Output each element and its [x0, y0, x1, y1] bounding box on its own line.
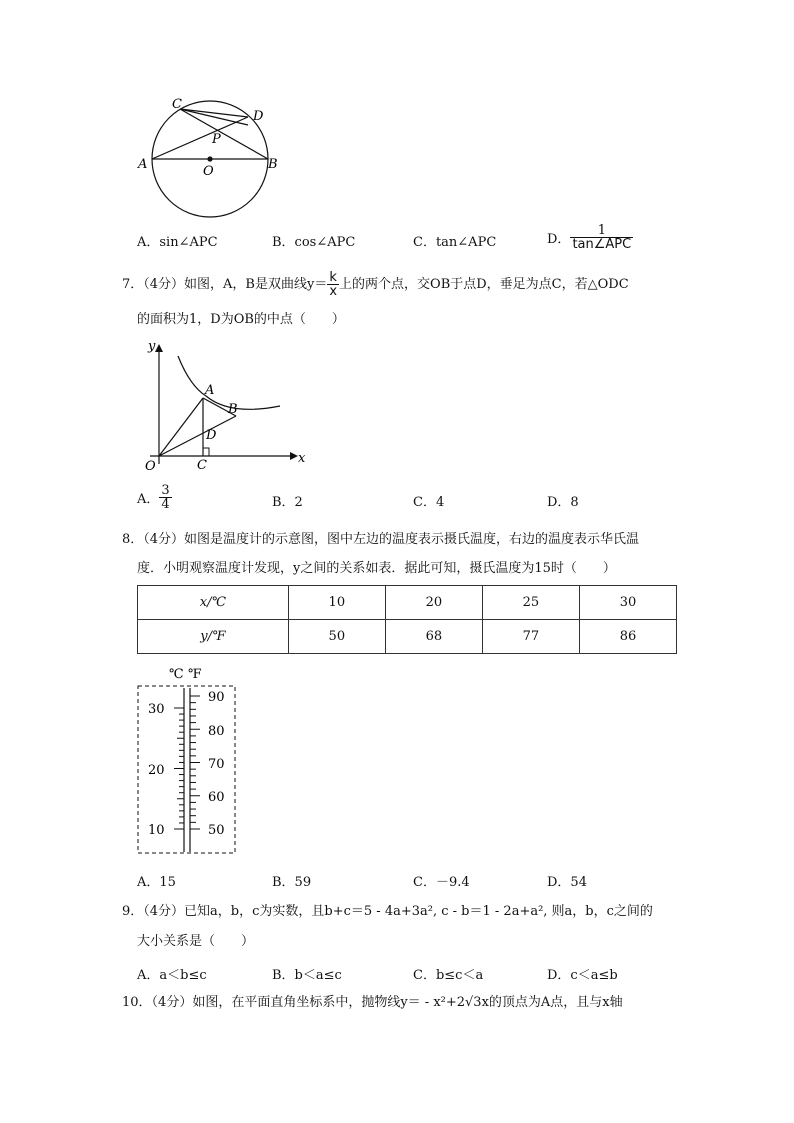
label-a: A [138, 157, 148, 172]
segment-cd-inner [180, 109, 248, 125]
q8-thermometer-figure [136, 662, 240, 858]
q7-option-a-prefix: A． [137, 492, 160, 507]
q6-option-d-fraction [570, 224, 633, 251]
segment-ad [152, 117, 248, 159]
q6-circle-figure [130, 95, 290, 225]
q9-stem-line1: 9．（4分）已知a，b，c为实数，且b+c＝5 - 4a+3a², c - b＝1 - 2a+a², 则a，b，c之间的 [122, 904, 653, 919]
table-cell: 50 [288, 620, 385, 654]
q7-option-a-fraction [159, 484, 171, 511]
q8-option-c[interactable]: C．－9.4 [413, 875, 470, 890]
table-cell: 68 [385, 620, 482, 654]
q8-stem-line1: 8．（4分）如图是温度计的示意图，图中左边的温度表示摄氏温度，右边的温度表示华氏温 [122, 532, 640, 547]
label-d: D [253, 109, 264, 124]
q7-stem-line2: 的面积为1，D为OB的中点（ ） [137, 312, 345, 327]
q7-stem-line1 [122, 271, 629, 298]
fahrenheit-label-90: 90 [208, 690, 225, 705]
q7-option-c[interactable]: C．4 [413, 495, 445, 510]
q9-option-a[interactable]: A．a＜b≤c [137, 968, 207, 983]
label-c: C [197, 458, 207, 473]
q6-option-c[interactable]: C．tan∠APC [413, 235, 497, 250]
fraction-numerator: 1 [570, 224, 633, 238]
fahrenheit-label-60: 60 [208, 790, 225, 805]
q6-option-d-prefix: D． [547, 232, 571, 247]
x-axis-arrow [290, 452, 298, 460]
q8-temperature-table [137, 585, 677, 654]
label-o: O [203, 164, 214, 179]
thermo-header-celsius: ℃ [169, 667, 184, 682]
label-b: B [268, 157, 278, 172]
fraction-denominator: 4 [161, 497, 170, 512]
label-a: A [205, 383, 215, 398]
thermo-header-fahrenheit: ℉ [188, 667, 202, 682]
chord-cd [180, 109, 248, 117]
label-d: D [206, 428, 217, 443]
celsius-label-20: 20 [148, 763, 165, 778]
table-cell: 20 [385, 586, 482, 620]
table-row [138, 586, 677, 620]
segment-oa [159, 398, 203, 456]
fahrenheit-ticks [190, 696, 200, 829]
center-point-o [207, 156, 212, 161]
celsius-label-10: 10 [148, 823, 165, 838]
celsius-ticks [174, 708, 184, 829]
table-cell: 10 [288, 586, 385, 620]
q9-stem-line2: 大小关系是（ ） [137, 934, 255, 949]
q7-option-b[interactable]: B．2 [272, 495, 303, 510]
label-o: O [145, 459, 156, 474]
q6-option-a[interactable]: A．sin∠APC [137, 235, 218, 250]
q7-option-d[interactable]: D．8 [547, 495, 579, 510]
q7-k-over-x [327, 271, 339, 298]
table-cell: y/℉ [138, 620, 289, 654]
q8-option-d[interactable]: D．54 [547, 875, 587, 890]
fraction-denominator: x [329, 284, 338, 299]
segment-ob [159, 416, 236, 456]
q9-option-b[interactable]: B．b＜a≤c [272, 968, 342, 983]
q7-line1-part-b: 上的两个点，交OB于点D，垂足为点C，若△ODC [339, 277, 629, 292]
table-cell: x/℃ [138, 586, 289, 620]
q9-option-c[interactable]: C．b≤c＜a [413, 968, 484, 983]
fahrenheit-label-80: 80 [208, 724, 225, 739]
table-row [138, 620, 677, 654]
label-y: y [148, 339, 156, 354]
q8-option-a[interactable]: A．15 [137, 875, 176, 890]
fraction-numerator: 3 [161, 483, 170, 498]
label-b: B [228, 402, 238, 417]
label-p: P [212, 132, 221, 147]
q7-option-a[interactable] [137, 484, 172, 511]
label-x: x [298, 451, 306, 466]
q9-option-d[interactable]: D．c＜a≤b [547, 968, 618, 983]
fahrenheit-label-50: 50 [208, 823, 225, 838]
right-angle-mark [203, 448, 209, 456]
label-c: C [172, 97, 182, 112]
y-axis-arrow [155, 344, 163, 352]
table-cell: 25 [482, 586, 579, 620]
table-cell: 30 [579, 586, 676, 620]
q6-option-b[interactable]: B．cos∠APC [272, 235, 356, 250]
celsius-label-30: 30 [148, 702, 165, 717]
table-cell: 77 [482, 620, 579, 654]
q7-line1-part-a: 7．（4分）如图，A，B是双曲线y＝ [122, 277, 328, 292]
q7-hyperbola-figure [140, 336, 310, 476]
table-cell: 86 [579, 620, 676, 654]
q8-option-b[interactable]: B．59 [272, 875, 312, 890]
fahrenheit-label-70: 70 [208, 757, 225, 772]
fraction-denominator: tan∠APC [572, 237, 632, 252]
q10-stem-line1: 10．（4分）如图，在平面直角坐标系中，抛物线y＝ - x²+2√3x的顶点为A点，且与x轴 [122, 995, 623, 1010]
q8-stem-line2: 度．小明观察温度计发现，y之间的关系如表．据此可知，摄氏温度为15时（ ） [137, 561, 616, 576]
fraction-numerator: k [327, 271, 339, 285]
q6-option-d[interactable] [547, 224, 633, 251]
